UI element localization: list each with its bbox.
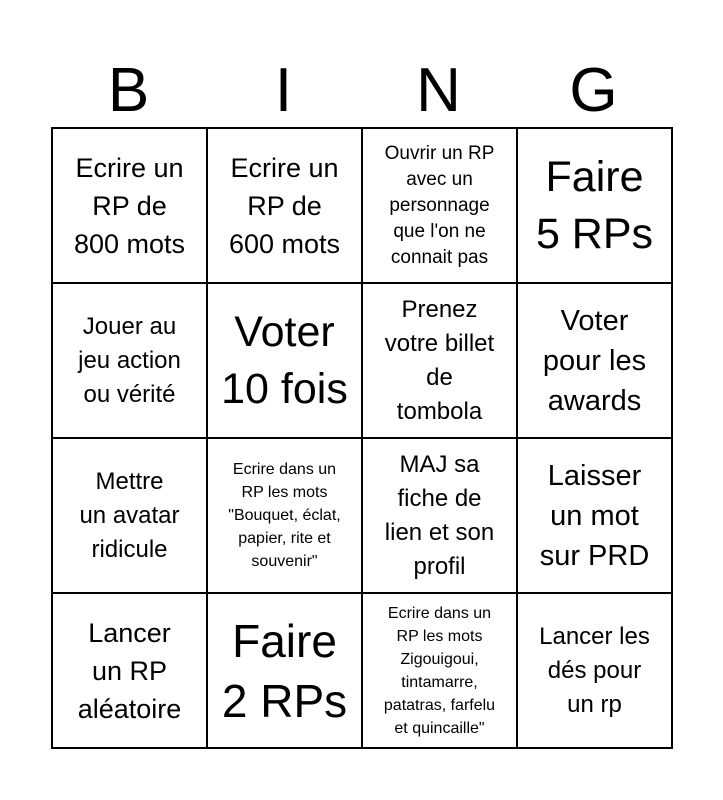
bingo-cell[interactable] — [517, 283, 672, 438]
cell-text: Ecrire dans un RP les mots "Bouquet, éclat, papier, rite et souvenir" — [228, 461, 341, 570]
bingo-cell[interactable] — [362, 283, 517, 438]
header-letter-n: N — [416, 56, 461, 125]
cell-text: MAJ sa fiche de lien et son profil — [384, 450, 495, 580]
cell-text: Voter pour les awards — [542, 304, 647, 417]
header-letter-b: B — [107, 56, 150, 125]
bingo-cell[interactable] — [517, 128, 672, 283]
header-letter-i: I — [274, 56, 293, 125]
bingo-cell[interactable] — [52, 128, 207, 283]
cell-text: Prenez votre billet de tombola — [384, 295, 495, 425]
bingo-cell[interactable] — [207, 128, 362, 283]
bingo-cell[interactable] — [517, 593, 672, 748]
cell-text: Faire 5 RPs — [535, 152, 654, 258]
bingo-cell[interactable] — [362, 438, 517, 593]
bingo-cell[interactable] — [52, 593, 207, 748]
bingo-grid — [51, 127, 673, 749]
cell-text: Lancer un RP aléatoire — [77, 617, 182, 724]
grid-row — [52, 128, 672, 283]
grid-row — [52, 283, 672, 438]
bingo-cell[interactable] — [362, 593, 517, 748]
cell-text: Ecrire un RP de 800 mots — [73, 152, 186, 259]
grid-row — [52, 438, 672, 593]
bingo-cell[interactable] — [207, 283, 362, 438]
cell-text: Ouvrir un RP avec un personnage que l'on ne connait pas — [384, 142, 495, 268]
bingo-cell[interactable] — [52, 438, 207, 593]
cell-text: Laisser un mot sur PRD — [539, 459, 650, 572]
cell-text: Ecrire un RP de 600 mots — [228, 152, 341, 259]
bingo-cell[interactable] — [207, 593, 362, 748]
cell-text: Mettre un avatar ridicule — [79, 467, 180, 563]
bingo-cell[interactable] — [52, 283, 207, 438]
cell-text: Faire 2 RPs — [221, 614, 348, 727]
cell-text: Lancer les dés pour un rp — [539, 622, 650, 718]
bingo-header — [51, 56, 671, 126]
header-letter-g: G — [569, 56, 618, 125]
cell-text: Ecrire dans un RP les mots Zigouigoui, tintamarre, patatras, farfelu et quincaille" — [383, 604, 496, 737]
grid-row — [52, 593, 672, 748]
bingo-cell[interactable] — [207, 438, 362, 593]
cell-text: Jouer au jeu action ou vérité — [78, 312, 181, 408]
cell-text: Voter 10 fois — [221, 307, 348, 413]
bingo-cell[interactable] — [362, 128, 517, 283]
bingo-cell[interactable] — [517, 438, 672, 593]
